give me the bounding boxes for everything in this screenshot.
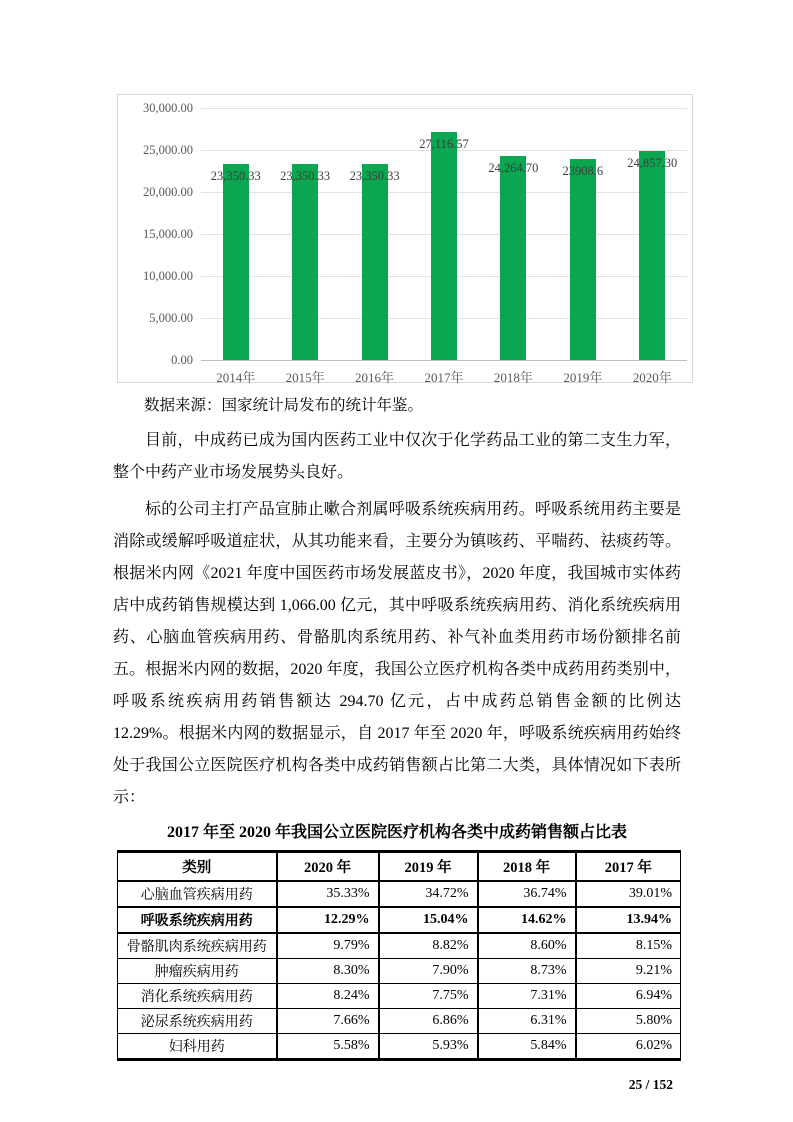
- row-category: 消化系统疾病用药: [118, 984, 277, 1009]
- row-percentage: 34.72%: [379, 881, 478, 907]
- paragraph-respiratory-drugs: 标的公司主打产品宣肺止嗽合剂属呼吸系统疾病用药。呼吸系统用药主要是消除或缓解呼吸道症状，从其功能来看，主要分为镇咳药、平喘药、祛痰药等。根据米内网《2021 年度中国医药市场发展蓝皮书》，2020 年度，我国城市实体药店中成药销售规模达到 1,066.00 亿元，其中呼吸系统疾病用药、消化系统疾病用药、心脑血管疾病用药、骨骼肌肉系统用药、补气补血类用药市场份额排名前五。根据米内网的数据，2020 年度，我国公立医疗机构各类中成药用药类别中，呼吸系统疾病用药销售额达 294.70 亿元，占中成药总销售金额的比例达 12.29%。根据米内网的数据显示，自 2017 年至 2020 年，呼吸系统疾病用药始终处于我国公立医院医疗机构各类中成药销售额占比第二大类，具体情况如下表所示：: [113, 501, 681, 806]
- row-percentage: 6.02%: [576, 1034, 681, 1060]
- table-row: [118, 959, 681, 984]
- bar-value-label: 27,116.57: [419, 137, 469, 152]
- table-row: [118, 933, 681, 959]
- x-axis-tick-label: 2019年: [563, 370, 603, 385]
- table-title: 2017 年至 2020 年我国公立医院医疗机构各类中成药销售额占比表: [166, 824, 627, 841]
- bar: [431, 132, 457, 360]
- row-percentage: 7.75%: [379, 984, 478, 1009]
- bar: [292, 164, 318, 360]
- x-axis-tick-label: 2018年: [493, 370, 533, 385]
- row-percentage: 5.84%: [478, 1034, 576, 1060]
- sales-share-table: [117, 850, 681, 1061]
- row-percentage: 8.24%: [277, 984, 379, 1009]
- bar: [639, 151, 665, 360]
- row-category: 呼吸系统疾病用药: [118, 907, 277, 933]
- bar-value-label: 23,350.33: [349, 168, 400, 183]
- table-header-row: [118, 852, 681, 882]
- row-percentage: 9.21%: [576, 959, 681, 984]
- table-column-header: 2020 年: [277, 852, 379, 882]
- row-percentage: 8.15%: [576, 933, 681, 959]
- row-category: 泌尿系统疾病用药: [118, 1009, 277, 1034]
- row-percentage: 6.94%: [576, 984, 681, 1009]
- x-axis-tick-label: 2020年: [632, 370, 672, 385]
- y-axis-tick-label: 15,000.00: [143, 227, 193, 241]
- row-percentage: 8.30%: [277, 959, 379, 984]
- row-percentage: 8.82%: [379, 933, 478, 959]
- row-percentage: 12.29%: [277, 907, 379, 933]
- row-percentage: 14.62%: [478, 907, 576, 933]
- table-column-header: 2017 年: [576, 852, 681, 882]
- y-axis-tick-label: 0.00: [171, 353, 193, 367]
- x-axis-tick-label: 2016年: [355, 370, 395, 385]
- table-body: [118, 881, 681, 1060]
- table-row: [118, 881, 681, 907]
- row-category: 心脑血管疾病用药: [118, 881, 277, 907]
- row-percentage: 13.94%: [576, 907, 681, 933]
- table-column-header: 类别: [118, 852, 277, 882]
- row-category: 妇科用药: [118, 1034, 277, 1060]
- bar: [223, 164, 249, 360]
- paragraph-market-overview: 目前，中成药已成为国内医药工业中仅次于化学药品工业的第二支生力军，整个中药产业市场发展势头良好。: [113, 432, 681, 481]
- bar-value-label: 24,264.70: [488, 161, 539, 176]
- chart-source-note: 数据来源：国家统计局发布的统计年鉴。: [144, 397, 424, 414]
- x-axis-line: [201, 360, 687, 361]
- y-axis-tick-label: 5,000.00: [149, 311, 193, 325]
- row-percentage: 6.31%: [478, 1009, 576, 1034]
- bar-value-label: 23,350.33: [210, 168, 261, 183]
- row-percentage: 8.60%: [478, 933, 576, 959]
- row-percentage: 5.93%: [379, 1034, 478, 1060]
- bar: [362, 164, 388, 360]
- bar: [500, 156, 526, 360]
- row-percentage: 35.33%: [277, 881, 379, 907]
- bar-value-label: 23,350.33: [280, 168, 331, 183]
- x-axis-tick-label: 2015年: [285, 370, 325, 385]
- row-percentage: 15.04%: [379, 907, 478, 933]
- row-percentage: 7.31%: [478, 984, 576, 1009]
- row-percentage: 5.58%: [277, 1034, 379, 1060]
- row-percentage: 9.79%: [277, 933, 379, 959]
- bar: [570, 159, 596, 360]
- table-header: [118, 852, 681, 882]
- x-axis-tick-label: 2014年: [216, 370, 256, 385]
- row-percentage: 5.80%: [576, 1009, 681, 1034]
- row-percentage: 39.01%: [576, 881, 681, 907]
- bar-value-label: 23908.6: [562, 164, 604, 179]
- row-percentage: 6.86%: [379, 1009, 478, 1034]
- row-percentage: 8.73%: [478, 959, 576, 984]
- page-number: 25 / 152: [628, 1077, 673, 1092]
- bar-chart: [117, 94, 693, 383]
- table-row: [118, 984, 681, 1009]
- bar-value-label: 24,857.30: [627, 156, 678, 171]
- row-percentage: 36.74%: [478, 881, 576, 907]
- table-row: [118, 907, 681, 933]
- y-axis-tick-label: 25,000.00: [143, 143, 193, 157]
- y-axis-tick-label: 30,000.00: [143, 101, 193, 115]
- table-row: [118, 1009, 681, 1034]
- row-category: 肿瘤疾病用药: [118, 959, 277, 984]
- row-percentage: 7.66%: [277, 1009, 379, 1034]
- gridline: [201, 108, 687, 109]
- y-axis-tick-label: 20,000.00: [143, 185, 193, 199]
- x-axis-tick-label: 2017年: [424, 370, 464, 385]
- table-column-header: 2019 年: [379, 852, 478, 882]
- row-percentage: 7.90%: [379, 959, 478, 984]
- row-category: 骨骼肌肉系统疾病用药: [118, 933, 277, 959]
- chart-plot-area: [143, 101, 687, 385]
- page-content: [113, 0, 681, 1093]
- table-row: [118, 1034, 681, 1060]
- table-column-header: 2018 年: [478, 852, 576, 882]
- y-axis-tick-label: 10,000.00: [143, 269, 193, 283]
